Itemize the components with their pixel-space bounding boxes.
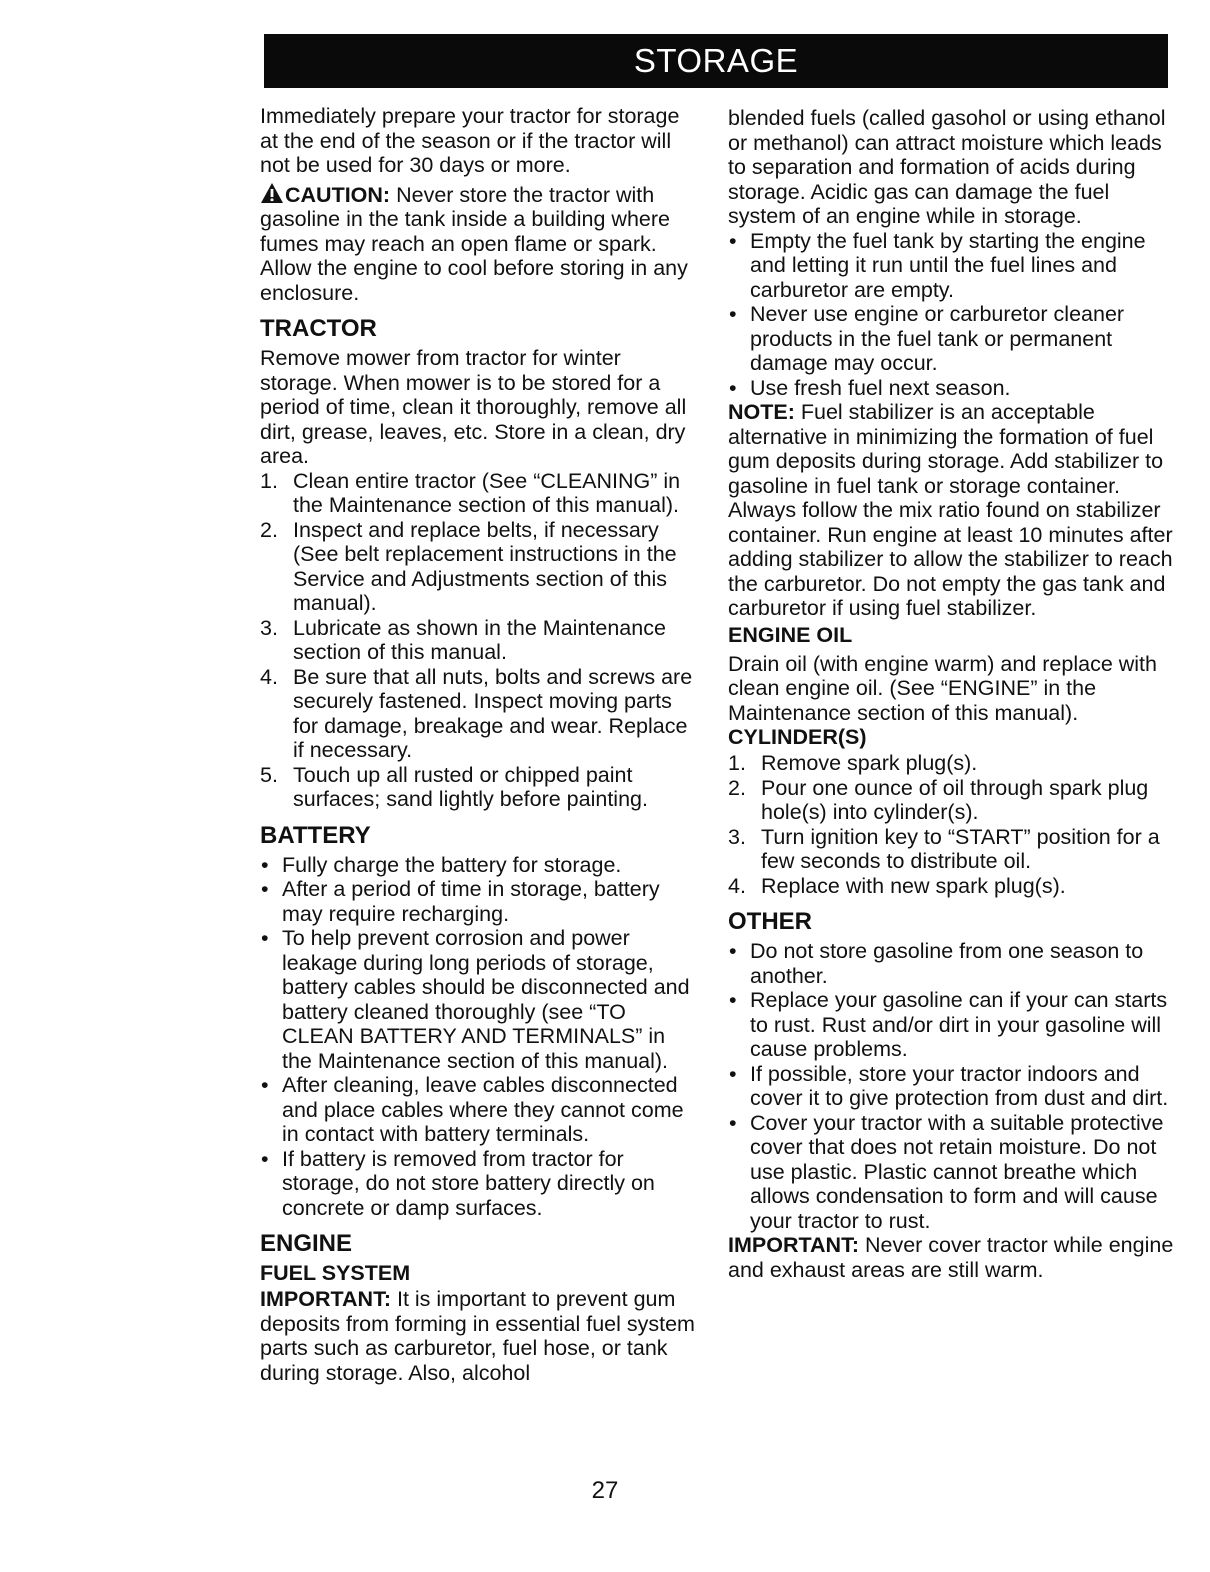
bullet-text: If battery is removed from tractor for storage, do not store battery directly on concrete or damp surfaces.	[282, 1146, 655, 1220]
step-number: 3.	[728, 824, 746, 849]
list-item	[728, 874, 1174, 899]
bullet-icon: •	[729, 302, 737, 326]
list-item	[728, 776, 1174, 825]
note-label: NOTE:	[728, 400, 795, 424]
step-number: 3.	[260, 615, 278, 640]
step-text: Replace with new spark plug(s).	[761, 873, 1066, 898]
important-label: IMPORTANT:	[260, 1287, 391, 1311]
caution-paragraph	[260, 182, 700, 306]
step-number: 4.	[728, 873, 746, 898]
bullet-icon: •	[729, 228, 737, 253]
bullet-text: After cleaning, leave cables disconnected and place cables where they cannot come in contact with battery terminals.	[282, 1073, 684, 1146]
list-item	[260, 1147, 700, 1221]
engine-oil-text: Drain oil (with engine warm) and replace with clean engine oil. (See “ENGINE” in the Maintenance section of this manual).	[728, 651, 1157, 725]
intro-paragraph: Immediately prepare your tractor for storage at the end of the season or if the tractor will not be used for 30 days or more.	[260, 104, 680, 177]
tractor-steps-list	[260, 469, 700, 812]
step-number: 2.	[728, 775, 746, 800]
fuel-important-paragraph	[260, 1287, 700, 1385]
step-text: Remove spark plug(s).	[761, 751, 978, 775]
note-paragraph	[728, 400, 1174, 621]
other-important-paragraph	[728, 1233, 1174, 1282]
list-item	[260, 518, 700, 616]
list-item	[260, 763, 700, 812]
bullet-icon: •	[261, 852, 269, 877]
step-text: Turn ignition key to “START” position for a few seconds to distribute oil.	[761, 824, 1160, 873]
step-text: Be sure that all nuts, bolts and screws are securely fastened. Inspect moving parts for damage, breakage and wear. Replace if necessary.	[293, 664, 693, 762]
bullet-icon: •	[261, 1073, 269, 1097]
important-text: It is important to prevent gum deposits from forming in essential fuel system parts such as carburetor, fuel hose, or tank during storage. Also, alcohol	[260, 1287, 695, 1385]
list-item	[260, 1073, 700, 1147]
tractor-body: Remove mower from tractor for winter storage. When mower is to be stored for a period of time, clean it thoroughly, remove all dirt, grease, leaves, etc. Store in a clean, dry area.	[260, 346, 687, 468]
fuel-system-heading: FUEL SYSTEM	[260, 1261, 411, 1285]
list-item	[728, 825, 1174, 874]
bullet-icon: •	[261, 926, 269, 950]
list-item	[260, 926, 700, 1073]
battery-heading: BATTERY	[260, 821, 371, 849]
list-item	[260, 665, 700, 763]
list-item	[728, 302, 1174, 376]
bullet-text: Cover your tractor with a suitable protective cover that does not retain moisture. Do not use plastic. Plastic cannot breathe which allows condensation to form and will cause your tractor to rust.	[750, 1110, 1164, 1233]
section-title-banner	[264, 34, 1168, 88]
list-item	[728, 1111, 1174, 1234]
list-item	[728, 376, 1174, 401]
caution-label: CAUTION:	[285, 182, 391, 207]
bullet-text: Never use engine or carburetor cleaner products in the fuel tank or permanent damage may occur.	[750, 302, 1125, 375]
bullet-text: Replace your gasoline can if your can starts to rust. Rust and/or dirt in your gasoline will cause problems.	[750, 988, 1168, 1061]
bullet-text: Use fresh fuel next season.	[750, 375, 1011, 400]
list-item	[728, 1062, 1174, 1111]
step-number: 1.	[260, 468, 278, 493]
tractor-heading: TRACTOR	[260, 315, 377, 342]
warning-triangle-icon	[260, 182, 284, 204]
bullet-icon: •	[261, 877, 269, 901]
bullet-text: Do not store gasoline from one season to another.	[750, 939, 1144, 988]
bullet-text: To help prevent corrosion and power leakage during long periods of storage, battery cables should be disconnected and battery cleaned thoroughly (see “TO CLEAN BATTERY AND TERMINALS” in the Maintenance section of this manual).	[282, 926, 690, 1073]
step-text: Lubricate as shown in the Maintenance section of this manual.	[293, 615, 666, 664]
list-item	[728, 988, 1174, 1062]
page-title: STORAGE	[633, 42, 799, 79]
step-number: 4.	[260, 664, 278, 689]
fuel-bullet-list	[728, 229, 1174, 401]
list-item	[260, 877, 700, 926]
note-text: Fuel stabilizer is an acceptable alternative in minimizing the formation of fuel gum deposits during storage. Add stabilizer to gasoline in fuel tank or storage container. Always follow the mix ratio found on stabilizer container. Run engine at least 10 minutes after adding stabilizer to allow the stabilizer to reach the carburetor. Do not empty the gas tank and carburetor if using fuel stabilizer.	[728, 400, 1173, 620]
important-text: Never cover tractor while engine and exhaust areas are still warm.	[728, 1233, 1174, 1282]
step-text: Clean entire tractor (See “CLEANING” in the Maintenance section of this manual).	[293, 468, 681, 517]
right-column	[728, 106, 1174, 1282]
engine-heading: ENGINE	[260, 1230, 353, 1257]
cylinders-steps-list	[728, 751, 1174, 898]
battery-bullet-list	[260, 853, 700, 1221]
list-item	[260, 853, 700, 878]
step-number: 5.	[260, 762, 278, 787]
step-text: Inspect and replace belts, if necessary (See belt replacement instructions in the Service and Adjustments section of this manual).	[293, 517, 677, 615]
bullet-icon: •	[729, 988, 737, 1012]
bullet-text: Fully charge the battery for storage.	[282, 852, 622, 877]
engine-oil-heading: ENGINE OIL	[728, 622, 853, 647]
cylinders-heading: CYLINDER(S)	[728, 725, 867, 749]
other-bullet-list	[728, 939, 1174, 1233]
bullet-icon: •	[729, 375, 737, 400]
page-number: 27	[591, 1477, 619, 1504]
bullet-icon: •	[261, 1146, 269, 1171]
bullet-icon: •	[729, 939, 737, 963]
bullet-text: Empty the fuel tank by starting the engine and letting it run until the fuel lines and carburetor are empty.	[750, 228, 1146, 302]
other-heading: OTHER	[728, 908, 812, 935]
fuel-continued-paragraph: blended fuels (called gasohol or using ethanol or methanol) can attract moisture which leads to separation and formation of acids during storage. Acidic gas can damage the fuel system of an engine while in storage.	[728, 106, 1166, 228]
bullet-text: After a period of time in storage, battery may require recharging.	[282, 877, 660, 926]
bullet-icon: •	[729, 1061, 737, 1086]
list-item	[728, 229, 1174, 303]
caution-text: Never store the tractor with gasoline in the tank inside a building where fumes may reach an open flame or spark. Allow the engine to cool before storing in any enclosure.	[260, 182, 688, 305]
step-number: 2.	[260, 517, 278, 542]
list-item	[728, 751, 1174, 776]
step-text: Pour one ounce of oil through spark plug hole(s) into cylinder(s).	[761, 775, 1149, 824]
list-item	[260, 616, 700, 665]
bullet-text: If possible, store your tractor indoors and cover it to give protection from dust and dirt.	[750, 1061, 1169, 1110]
step-number: 1.	[728, 751, 746, 775]
list-item	[728, 939, 1174, 988]
important-label: IMPORTANT:	[728, 1233, 859, 1257]
left-column	[260, 104, 700, 1385]
list-item	[260, 469, 700, 518]
bullet-icon: •	[729, 1110, 737, 1135]
step-text: Touch up all rusted or chipped paint surfaces; sand lightly before painting.	[293, 762, 648, 811]
